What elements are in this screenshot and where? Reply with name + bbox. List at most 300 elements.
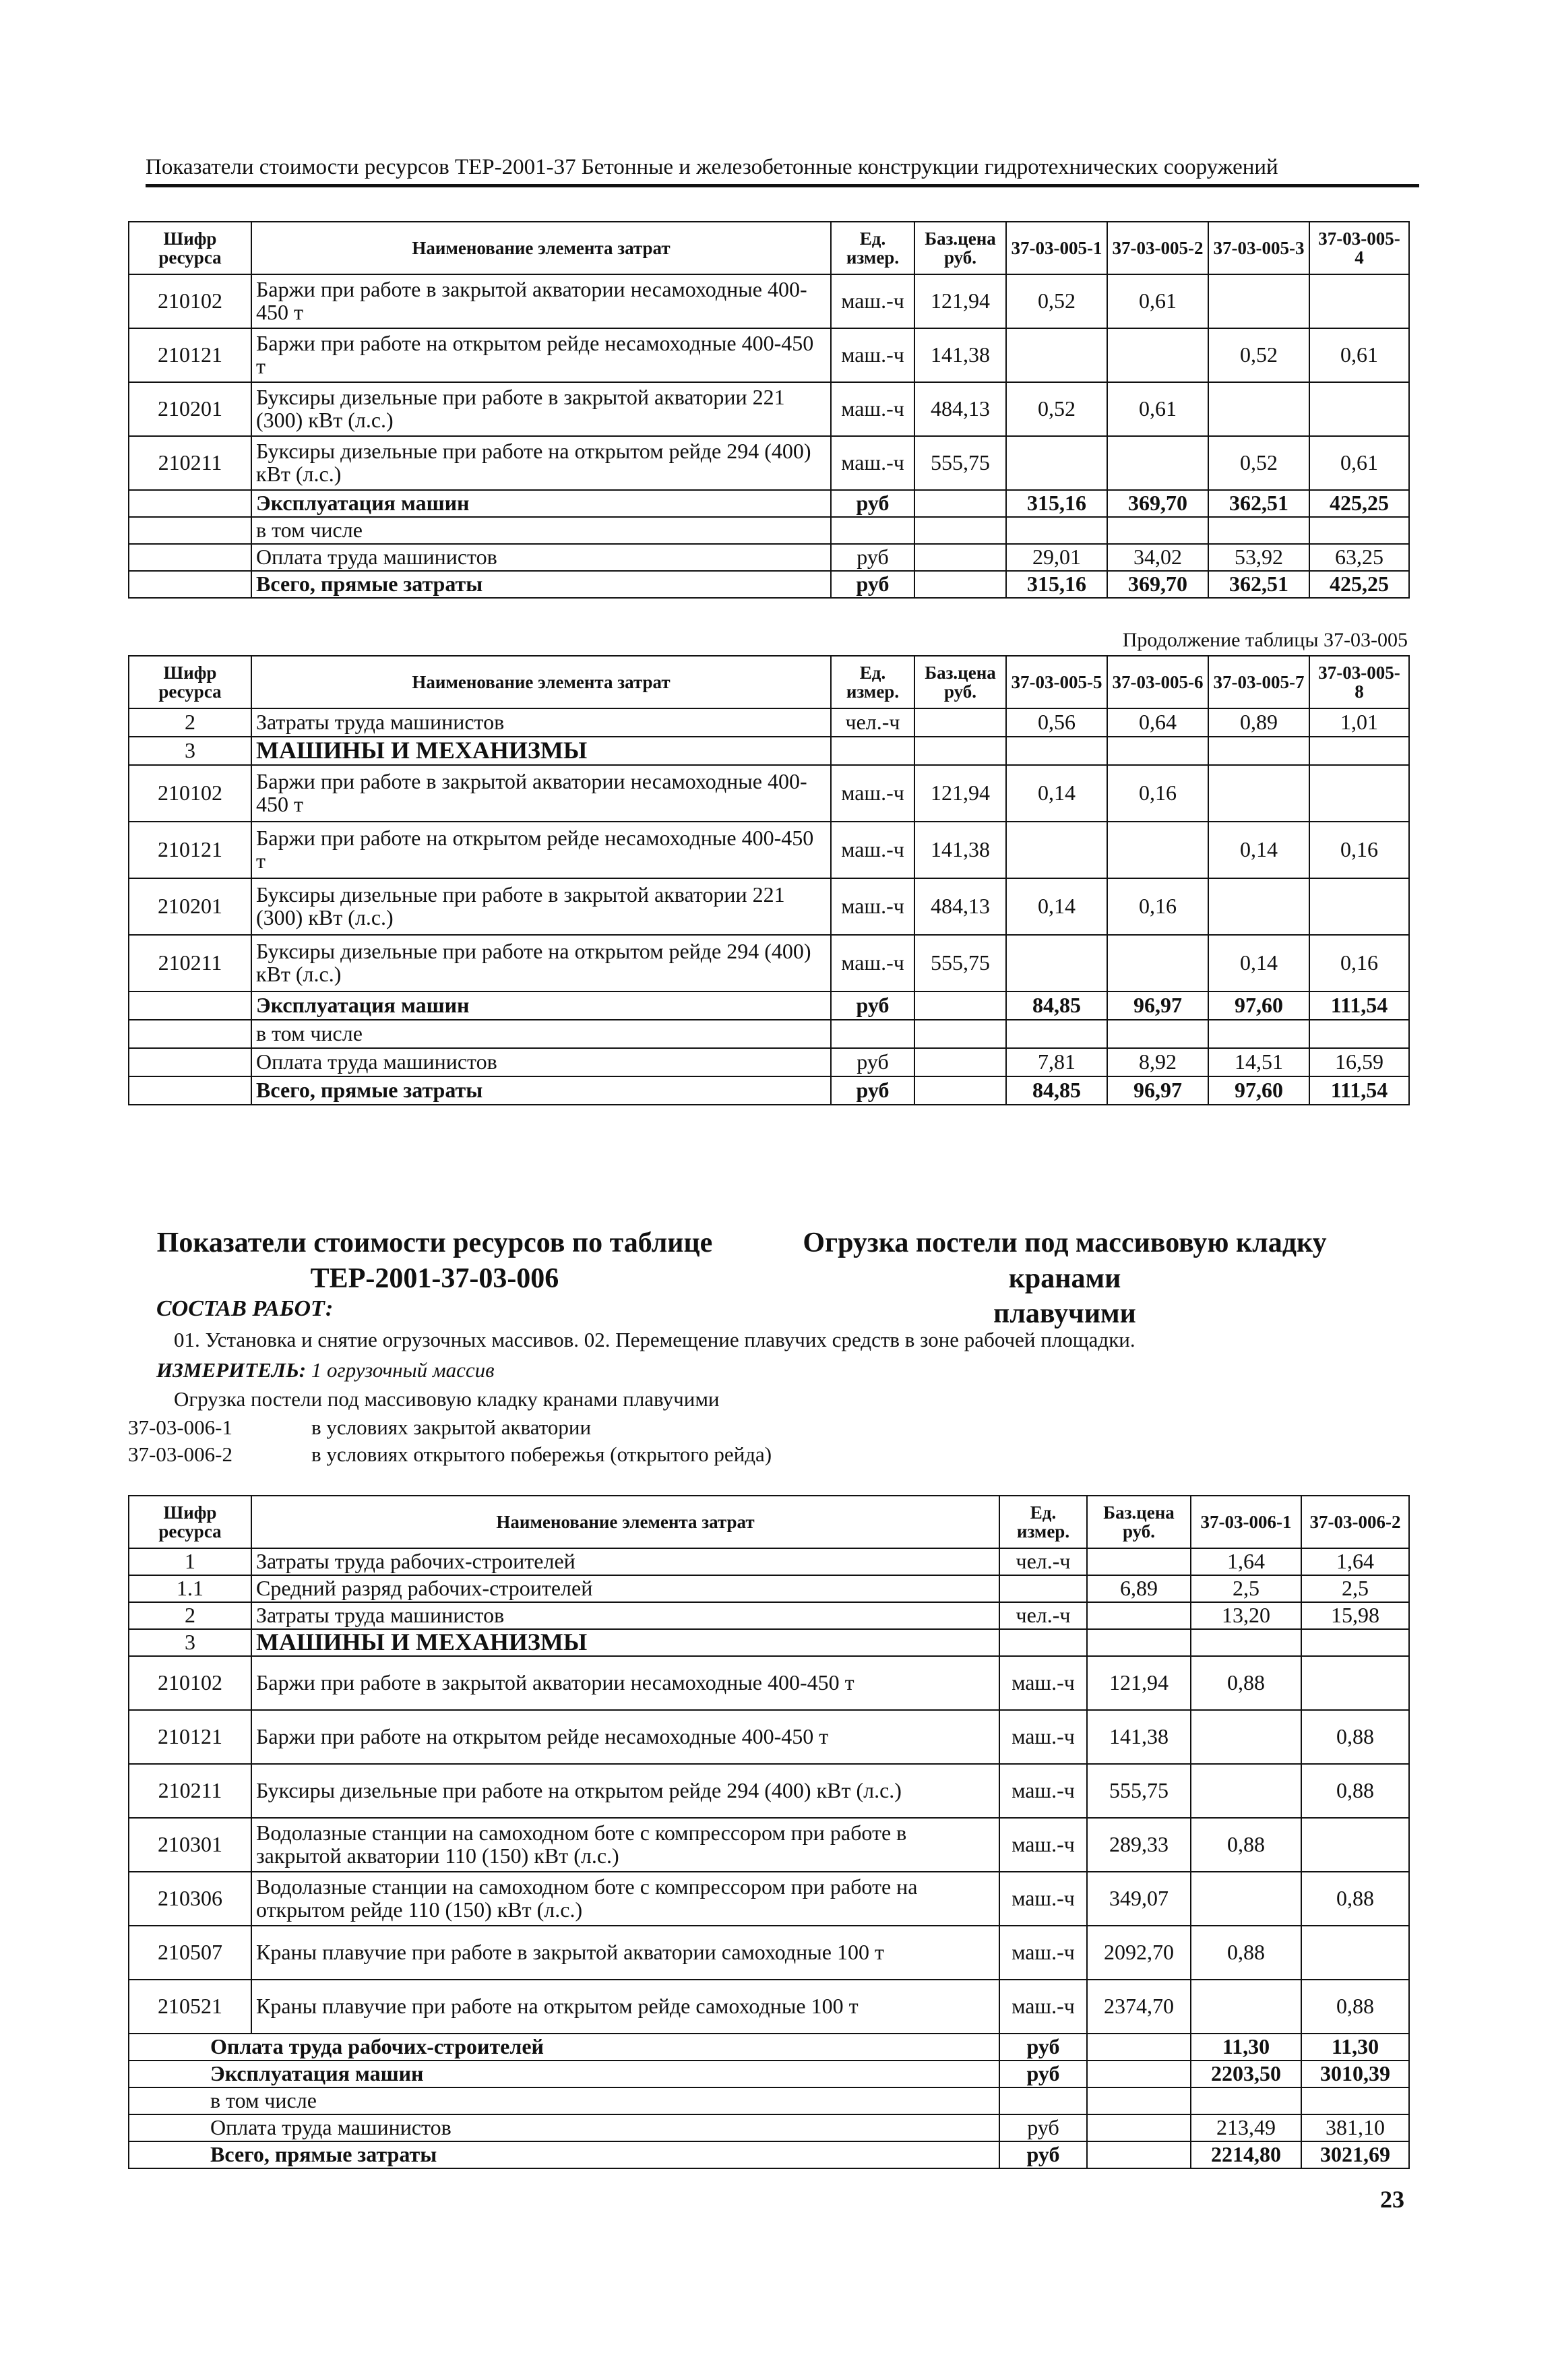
row-name: Краны плавучие при работе на открытом рейде самоходные 100 т <box>251 1980 999 2034</box>
table-row <box>129 2061 1409 2087</box>
row-value <box>1208 765 1309 822</box>
col-header-unit: Ед. измер. <box>999 1496 1087 1548</box>
row-value: 0,61 <box>1309 328 1409 382</box>
row-price: 141,38 <box>914 328 1006 382</box>
col-header-name: Наименование элемента затрат <box>251 222 831 274</box>
row-unit: руб <box>999 2141 1087 2168</box>
row-value <box>1301 1818 1409 1872</box>
row-value: 0,14 <box>1006 765 1107 822</box>
table-row <box>129 1575 1409 1602</box>
row-name: Средний разряд рабочих-строителей <box>251 1575 999 1602</box>
col-header-norm: 37-03-005-4 <box>1309 222 1409 274</box>
col-header-norm: 37-03-005-1 <box>1006 222 1107 274</box>
variant-1-code: 37-03-006-1 <box>128 1415 232 1439</box>
page-number: 23 <box>1380 2186 1404 2213</box>
table-row <box>129 1656 1409 1710</box>
table-row <box>129 2114 1409 2141</box>
row-price <box>914 737 1006 765</box>
row-name: Буксиры дизельные при работе в закрытой акватории 221 (300) кВт (л.с.) <box>251 382 831 436</box>
row-unit <box>831 737 914 765</box>
row-name: МАШИНЫ И МЕХАНИЗМЫ <box>251 1629 999 1656</box>
table-row <box>129 544 1409 571</box>
row-value: 1,64 <box>1301 1548 1409 1575</box>
row-value: 63,25 <box>1309 544 1409 571</box>
table-row <box>129 1076 1409 1105</box>
row-value <box>1006 328 1107 382</box>
row-value: 0,52 <box>1208 328 1309 382</box>
table-row <box>129 382 1409 436</box>
row-name: Затраты труда машинистов <box>251 1602 999 1629</box>
row-price <box>1087 1629 1191 1656</box>
table-row <box>129 878 1409 935</box>
row-name: Оплата труда машинистов <box>251 544 831 571</box>
variant-1-text: в условиях закрытой акватории <box>311 1415 592 1439</box>
row-value: 2,5 <box>1191 1575 1301 1602</box>
col-header-price: Баз.цена руб. <box>1087 1496 1191 1548</box>
row-unit: руб <box>999 2114 1087 2141</box>
row-unit: маш.-ч <box>999 1710 1087 1764</box>
row-name: в том числе <box>251 517 831 544</box>
row-value: 1,64 <box>1191 1548 1301 1575</box>
sostav-label: СОСТАВ РАБОТ: <box>156 1296 334 1321</box>
row-unit: маш.-ч <box>999 1980 1087 2034</box>
row-name: Краны плавучие при работе в закрытой акватории самоходные 100 т <box>251 1926 999 1980</box>
row-value: 381,10 <box>1301 2114 1409 2141</box>
row-value: 111,54 <box>1309 991 1409 1020</box>
row-name: Эксплуатация машин <box>251 991 831 1020</box>
col-header-norm: 37-03-006-2 <box>1301 1496 1409 1548</box>
table-row <box>129 274 1409 328</box>
row-price <box>914 1076 1006 1105</box>
row-name: Эксплуатация машин <box>129 2061 999 2087</box>
row-name: Баржи при работе на открытом рейде несамоходные 400-450 т <box>251 1710 999 1764</box>
row-name: Буксиры дизельные при работе на открытом рейде 294 (400) кВт (л.с.) <box>251 1764 999 1818</box>
table-row <box>129 822 1409 878</box>
row-unit <box>999 1629 1087 1656</box>
row-value <box>1301 2087 1409 2114</box>
row-code: 2 <box>129 1602 251 1629</box>
row-name: Всего, прямые затраты <box>251 571 831 598</box>
row-unit: чел.-ч <box>831 708 914 737</box>
row-value <box>1208 517 1309 544</box>
row-value: 362,51 <box>1208 490 1309 517</box>
row-price <box>1087 2061 1191 2087</box>
row-unit: маш.-ч <box>831 935 914 991</box>
row-price <box>914 1048 1006 1076</box>
row-value <box>1191 1764 1301 1818</box>
row-code: 210102 <box>129 1656 251 1710</box>
row-unit <box>831 1020 914 1048</box>
row-value <box>1309 274 1409 328</box>
row-value <box>1006 737 1107 765</box>
row-name: Оплата труда машинистов <box>129 2114 999 2141</box>
row-value: 1,01 <box>1309 708 1409 737</box>
row-value: 213,49 <box>1191 2114 1301 2141</box>
row-unit: маш.-ч <box>831 878 914 935</box>
row-value: 84,85 <box>1006 991 1107 1020</box>
row-unit: руб <box>831 490 914 517</box>
row-code: 210301 <box>129 1818 251 1872</box>
row-value: 96,97 <box>1107 1076 1208 1105</box>
row-value <box>1191 2087 1301 2114</box>
row-value <box>1107 737 1208 765</box>
row-unit <box>999 1575 1087 1602</box>
row-value: 0,52 <box>1006 382 1107 436</box>
row-code: 3 <box>129 737 251 765</box>
row-value <box>1208 737 1309 765</box>
row-value: 315,16 <box>1006 571 1107 598</box>
row-code <box>129 1048 251 1076</box>
row-value: 0,88 <box>1301 1980 1409 2034</box>
izmeritel-label: ИЗМЕРИТЕЛЬ: <box>156 1358 307 1382</box>
row-value <box>1107 328 1208 382</box>
col-header-norm: 37-03-005-2 <box>1107 222 1208 274</box>
section-title-right-line2: плавучими <box>993 1298 1136 1329</box>
row-value: 0,88 <box>1191 1656 1301 1710</box>
row-value: 84,85 <box>1006 1076 1107 1105</box>
row-value: 0,88 <box>1191 1926 1301 1980</box>
row-name: Буксиры дизельные при работе на открытом рейде 294 (400) кВт (л.с.) <box>251 436 831 490</box>
resource-table-005-part2 <box>128 655 1410 1105</box>
row-price: 555,75 <box>914 935 1006 991</box>
row-unit: руб <box>831 991 914 1020</box>
row-value: 15,98 <box>1301 1602 1409 1629</box>
row-unit: маш.-ч <box>831 822 914 878</box>
row-price <box>1087 2141 1191 2168</box>
row-unit: руб <box>831 544 914 571</box>
row-value: 0,64 <box>1107 708 1208 737</box>
col-header-norm: 37-03-005-7 <box>1208 656 1309 708</box>
col-header-norm: 37-03-005-3 <box>1208 222 1309 274</box>
row-value: 2214,80 <box>1191 2141 1301 2168</box>
table-row <box>129 1629 1409 1656</box>
row-value <box>1006 822 1107 878</box>
row-code: 1 <box>129 1548 251 1575</box>
row-price <box>1087 1602 1191 1629</box>
section-title-right <box>745 1225 1385 1332</box>
row-value: 0,88 <box>1301 1710 1409 1764</box>
row-value: 8,92 <box>1107 1048 1208 1076</box>
row-value: 315,16 <box>1006 490 1107 517</box>
row-value <box>1208 1020 1309 1048</box>
row-value <box>1107 935 1208 991</box>
row-price <box>1087 2114 1191 2141</box>
row-value <box>1191 1872 1301 1926</box>
row-code: 210201 <box>129 878 251 935</box>
row-code: 210102 <box>129 765 251 822</box>
row-name: Водолазные станции на самоходном боте с компрессором при работе в закрытой акватории 110 (150) кВт (л.с.) <box>251 1818 999 1872</box>
continuation-note: Продолжение таблицы 37-03-005 <box>1122 629 1408 651</box>
row-price: 2374,70 <box>1087 1980 1191 2034</box>
row-value <box>1208 878 1309 935</box>
row-price: 121,94 <box>914 274 1006 328</box>
table-row <box>129 737 1409 765</box>
row-name: Оплата труда машинистов <box>251 1048 831 1076</box>
row-code: 3 <box>129 1629 251 1656</box>
row-value <box>1006 935 1107 991</box>
row-name: Баржи при работе на открытом рейде несамоходные 400-450 т <box>251 328 831 382</box>
col-header-code: Шифр ресурса <box>129 222 251 274</box>
col-header-norm: 37-03-005-8 <box>1309 656 1409 708</box>
row-price: 141,38 <box>1087 1710 1191 1764</box>
table-row <box>129 1602 1409 1629</box>
row-price: 349,07 <box>1087 1872 1191 1926</box>
row-code: 210121 <box>129 822 251 878</box>
row-value: 0,52 <box>1006 274 1107 328</box>
row-value: 362,51 <box>1208 571 1309 598</box>
row-price: 2092,70 <box>1087 1926 1191 1980</box>
row-code: 210201 <box>129 382 251 436</box>
row-name: Эксплуатация машин <box>251 490 831 517</box>
table-row <box>129 1710 1409 1764</box>
row-code: 210211 <box>129 436 251 490</box>
row-name: Затраты труда рабочих-строителей <box>251 1548 999 1575</box>
row-price <box>1087 2087 1191 2114</box>
row-name: Оплата труда рабочих-строителей <box>129 2034 999 2061</box>
row-value: 97,60 <box>1208 1076 1309 1105</box>
row-code: 210211 <box>129 935 251 991</box>
row-name: в том числе <box>129 2087 999 2114</box>
row-price <box>914 708 1006 737</box>
row-value: 0,16 <box>1107 765 1208 822</box>
row-value: 53,92 <box>1208 544 1309 571</box>
table-row <box>129 436 1409 490</box>
col-header-code: Шифр ресурса <box>129 656 251 708</box>
row-unit: маш.-ч <box>831 436 914 490</box>
row-unit: маш.-ч <box>999 1656 1087 1710</box>
row-name: Баржи при работе в закрытой акватории несамоходные 400-450 т <box>251 765 831 822</box>
row-unit: руб <box>999 2061 1087 2087</box>
row-value: 111,54 <box>1309 1076 1409 1105</box>
row-value <box>1301 1926 1409 1980</box>
table-row <box>129 2087 1409 2114</box>
izmeritel-line <box>156 1358 495 1382</box>
row-value <box>1301 1656 1409 1710</box>
row-name: Буксиры дизельные при работе на открытом рейде 294 (400) кВт (л.с.) <box>251 935 831 991</box>
row-value: 14,51 <box>1208 1048 1309 1076</box>
row-unit: маш.-ч <box>999 1926 1087 1980</box>
resource-table-005-part1 <box>128 221 1410 599</box>
row-name: МАШИНЫ И МЕХАНИЗМЫ <box>251 737 831 765</box>
row-value: 425,25 <box>1309 571 1409 598</box>
row-value <box>1006 436 1107 490</box>
row-value <box>1191 1980 1301 2034</box>
row-value: 0,14 <box>1208 822 1309 878</box>
row-value: 2,5 <box>1301 1575 1409 1602</box>
row-name: Баржи при работе в закрытой акватории несамоходные 400-450 т <box>251 1656 999 1710</box>
row-value <box>1006 517 1107 544</box>
section-title-left-line2: ТЕР-2001-37-03-006 <box>310 1262 559 1294</box>
row-value: 96,97 <box>1107 991 1208 1020</box>
row-code <box>129 1076 251 1105</box>
row-code: 2 <box>129 708 251 737</box>
row-unit: маш.-ч <box>831 382 914 436</box>
row-code <box>129 544 251 571</box>
row-price <box>914 571 1006 598</box>
row-value <box>1191 1710 1301 1764</box>
table-subtitle: Огрузка постели под массивовую кладку кранами плавучими <box>174 1387 720 1411</box>
row-code: 210306 <box>129 1872 251 1926</box>
row-value: 3010,39 <box>1301 2061 1409 2087</box>
col-header-norm: 37-03-006-1 <box>1191 1496 1301 1548</box>
row-price: 484,13 <box>914 878 1006 935</box>
row-value: 0,52 <box>1208 436 1309 490</box>
table-row <box>129 1020 1409 1048</box>
row-name: в том числе <box>251 1020 831 1048</box>
row-price <box>914 991 1006 1020</box>
row-unit: маш.-ч <box>999 1818 1087 1872</box>
row-code <box>129 571 251 598</box>
row-value <box>1309 765 1409 822</box>
row-name: Затраты труда машинистов <box>251 708 831 737</box>
row-name: Всего, прямые затраты <box>129 2141 999 2168</box>
row-value: 11,30 <box>1191 2034 1301 2061</box>
row-value: 0,88 <box>1301 1764 1409 1818</box>
page-header: Показатели стоимости ресурсов ТЕР-2001-37 Бетонные и железобетонные конструкции гидротехнических сооружений <box>146 155 1419 187</box>
table-row <box>129 2034 1409 2061</box>
col-header-code: Шифр ресурса <box>129 1496 251 1548</box>
row-value <box>1309 1020 1409 1048</box>
table-row <box>129 1980 1409 2034</box>
table-row <box>129 1926 1409 1980</box>
row-value: 0,61 <box>1107 274 1208 328</box>
row-name: Баржи при работе на открытом рейде несамоходные 400-450 т <box>251 822 831 878</box>
row-price <box>1087 1548 1191 1575</box>
col-header-name: Наименование элемента затрат <box>251 656 831 708</box>
row-code <box>129 517 251 544</box>
row-unit: руб <box>831 1048 914 1076</box>
row-unit <box>831 517 914 544</box>
row-value <box>1107 517 1208 544</box>
row-price: 141,38 <box>914 822 1006 878</box>
row-code: 210521 <box>129 1980 251 2034</box>
row-name: Водолазные станции на самоходном боте с компрессором при работе на открытом рейде 110 (150) кВт (л.с.) <box>251 1872 999 1926</box>
row-value <box>1309 737 1409 765</box>
row-unit: руб <box>831 1076 914 1105</box>
row-value <box>1191 1629 1301 1656</box>
row-unit <box>999 2087 1087 2114</box>
row-price: 484,13 <box>914 382 1006 436</box>
row-unit: маш.-ч <box>831 328 914 382</box>
row-unit: маш.-ч <box>831 274 914 328</box>
section-title-right-line1: Огрузка постели под массивовую кладку кранами <box>803 1227 1327 1294</box>
row-code: 210121 <box>129 328 251 382</box>
row-value <box>1107 436 1208 490</box>
table-row <box>129 1764 1409 1818</box>
row-unit: маш.-ч <box>999 1872 1087 1926</box>
row-value <box>1107 1020 1208 1048</box>
row-value: 11,30 <box>1301 2034 1409 2061</box>
col-header-norm: 37-03-005-6 <box>1107 656 1208 708</box>
table-row <box>129 517 1409 544</box>
row-value <box>1309 878 1409 935</box>
row-code <box>129 490 251 517</box>
row-code: 210211 <box>129 1764 251 1818</box>
row-value: 2203,50 <box>1191 2061 1301 2087</box>
row-value: 34,02 <box>1107 544 1208 571</box>
row-code: 210507 <box>129 1926 251 1980</box>
table-row <box>129 1818 1409 1872</box>
row-value <box>1107 822 1208 878</box>
row-price <box>914 490 1006 517</box>
row-code <box>129 1020 251 1048</box>
row-value: 0,14 <box>1006 878 1107 935</box>
row-value: 369,70 <box>1107 490 1208 517</box>
section-title-left <box>152 1225 718 1296</box>
table-row <box>129 328 1409 382</box>
row-price <box>914 517 1006 544</box>
col-header-unit: Ед. измер. <box>831 656 914 708</box>
col-header-name: Наименование элемента затрат <box>251 1496 999 1548</box>
row-unit: маш.-ч <box>831 765 914 822</box>
row-price <box>914 1020 1006 1048</box>
row-unit: руб <box>831 571 914 598</box>
col-header-price: Баз.цена руб. <box>914 222 1006 274</box>
row-value: 0,16 <box>1309 822 1409 878</box>
table-row <box>129 708 1409 737</box>
row-name: Буксиры дизельные при работе в закрытой акватории 221 (300) кВт (л.с.) <box>251 878 831 935</box>
row-value: 369,70 <box>1107 571 1208 598</box>
row-unit: чел.-ч <box>999 1602 1087 1629</box>
row-value <box>1309 382 1409 436</box>
row-value: 0,88 <box>1191 1818 1301 1872</box>
table-row <box>129 765 1409 822</box>
row-unit: маш.-ч <box>999 1764 1087 1818</box>
row-code <box>129 991 251 1020</box>
row-value: 0,56 <box>1006 708 1107 737</box>
table-row <box>129 571 1409 598</box>
table-row <box>129 490 1409 517</box>
row-value: 0,61 <box>1107 382 1208 436</box>
row-price: 555,75 <box>1087 1764 1191 1818</box>
row-value: 0,89 <box>1208 708 1309 737</box>
col-header-price: Баз.цена руб. <box>914 656 1006 708</box>
row-name: Баржи при работе в закрытой акватории несамоходные 400-450 т <box>251 274 831 328</box>
row-price: 121,94 <box>914 765 1006 822</box>
table-row <box>129 1872 1409 1926</box>
row-price: 121,94 <box>1087 1656 1191 1710</box>
variant-2-text: в условиях открытого побережья (открытого рейда) <box>311 1442 772 1466</box>
row-value: 3021,69 <box>1301 2141 1409 2168</box>
row-value: 0,88 <box>1301 1872 1409 1926</box>
row-code: 210102 <box>129 274 251 328</box>
variant-2-code: 37-03-006-2 <box>128 1442 232 1466</box>
row-value: 16,59 <box>1309 1048 1409 1076</box>
row-value <box>1006 1020 1107 1048</box>
row-value: 0,14 <box>1208 935 1309 991</box>
row-value: 0,61 <box>1309 436 1409 490</box>
row-unit: чел.-ч <box>999 1548 1087 1575</box>
row-value: 7,81 <box>1006 1048 1107 1076</box>
row-name: Всего, прямые затраты <box>251 1076 831 1105</box>
table-row <box>129 991 1409 1020</box>
table-row <box>129 1548 1409 1575</box>
row-code: 1.1 <box>129 1575 251 1602</box>
section-title-left-line1: Показатели стоимости ресурсов по таблице <box>156 1227 713 1258</box>
row-price: 6,89 <box>1087 1575 1191 1602</box>
sostav-text: 01. Установка и снятие огрузочных массивов. 02. Перемещение плавучих средств в зоне рабочей площадки. <box>174 1328 1135 1351</box>
row-price: 289,33 <box>1087 1818 1191 1872</box>
table-row <box>129 2141 1409 2168</box>
col-header-norm: 37-03-005-5 <box>1006 656 1107 708</box>
table-row <box>129 935 1409 991</box>
row-value <box>1301 1629 1409 1656</box>
row-unit: руб <box>999 2034 1087 2061</box>
row-value: 425,25 <box>1309 490 1409 517</box>
resource-table-006 <box>128 1495 1410 2169</box>
izmeritel-text: 1 огрузочный массив <box>311 1358 495 1382</box>
row-price: 555,75 <box>914 436 1006 490</box>
